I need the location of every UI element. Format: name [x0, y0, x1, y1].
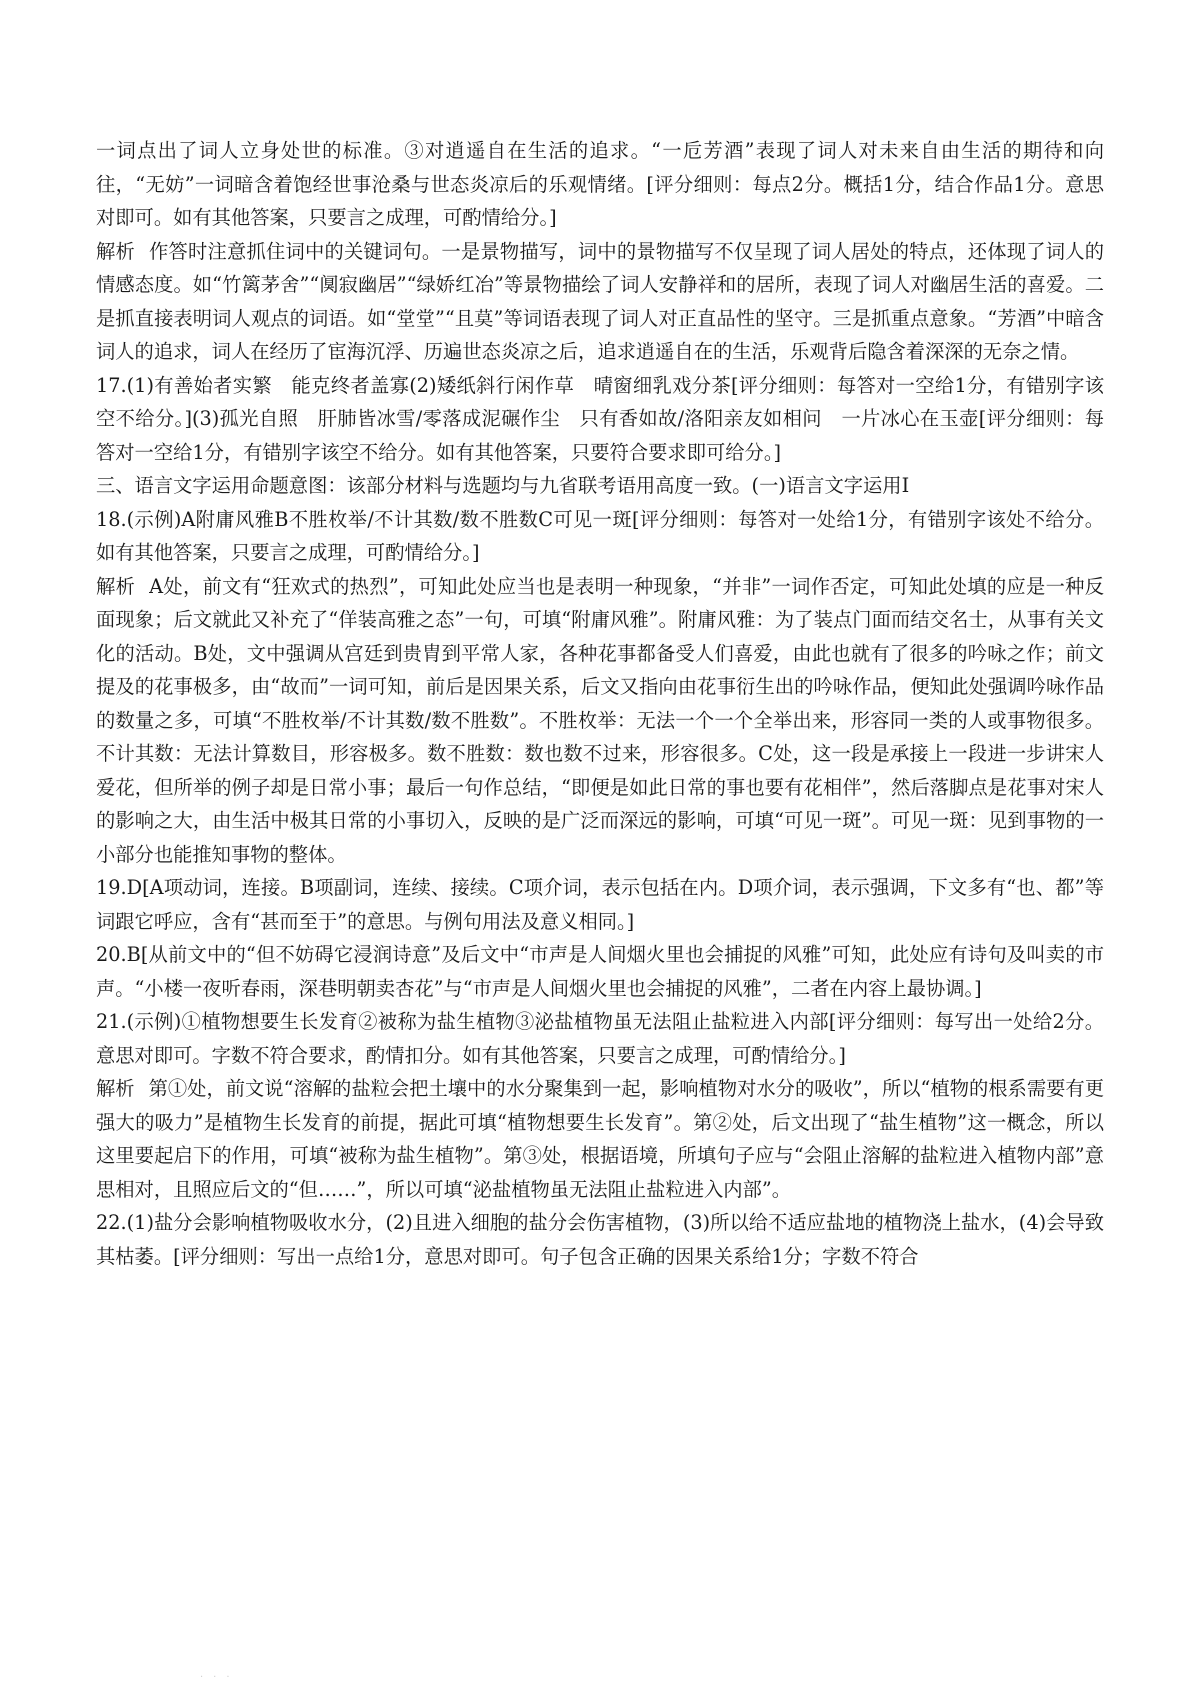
answer-22: 22.(1)盐分会影响植物吸收水分，(2)且进入细胞的盐分会伤害植物，(3)所以给不适应盐地的植物浇上盐水，(4)会导致其枯萎。[评分细则：写出一点给1分，意思对即可。句子包含正确的因果关系给1分；字数不符合 — [96, 1211, 1104, 1268]
answer-21: 21.(示例)①植物想要生长发育②被称为盐生植物③泌盐植物虽无法阻止盐粒进入内部[评分细则：每写出一处给2分。意思对即可。字数不符合要求，酌情扣分。如有其他答案，只要言之成理，可酌情给分。] — [96, 1010, 1104, 1067]
page-footer-marks: · · · — [200, 1672, 230, 1683]
answer-19: 19.D[A项动词，连接。B项副词，连续、接续。C项介词，表示包括在内。D项介词，表示强调，下文多有“也、都”等词跟它呼应，含有“甚而至于”的意思。与例句用法及意义相同。] — [96, 876, 1104, 933]
paragraph-1: 一词点出了词人立身处世的标准。③对逍遥自在生活的追求。“一卮芳酒”表现了词人对未来自由生活的期待和向往，“无妨”一词暗含着饱经世事沧桑与世态炎凉后的乐观情绪。[评分细则：每点2分。概括1分，结合作品1分。意思对即可。如有其他答案，只要言之成理，可酌情给分。] — [96, 139, 1104, 229]
analysis-label: 解析 — [96, 1077, 135, 1100]
document-body — [96, 134, 1104, 1273]
analysis-18: 解析 A处，前文有“狂欢式的热烈”，可知此处应当也是表明一种现象，“并非”一词作否定，可知此处填的应是一种反面现象；后文就此又补充了“佯装高雅之态”一句，可填“附庸风雅”。附庸风雅：为了装点门面而结交名士，从事有关文化的活动。B处，文中强调从宫廷到贵胄到平常人家，各种花事都备受人们喜爱，由此也就有了很多的吟咏之作；前文提及的花事极多，由“故而”一词可知，前后是因果关系，后文又指向由花事衍生出的吟咏作品，便知此处强调吟咏作品的数量之多，可填“不胜枚举/不计其数/数不胜数”。不胜枚举：无法一个一个全举出来，形容同一类的人或事物很多。不计其数：无法计算数目，形容极多。数不胜数：数也数不过来，形容很多。C处，这一段是承接上一段进一步讲宋人爱花，但所举的例子却是日常小事；最后一句作总结，“即便是如此日常的事也要有花相伴”，然后落脚点是花事对宋人的影响之大，由生活中极其日常的小事切入，反映的是广泛而深远的影响，可填“可见一斑”。可见一斑：见到事物的一小部分也能推知事物的整体。 — [96, 574, 1105, 866]
answer-17: 17.(1)有善始者实繁 能克终者盖寡(2)矮纸斜行闲作草 晴窗细乳戏分茶[评分细则：每答对一空给1分，有错别字该空不给分。](3)孤光自照 肝肺皆冰雪/零落成泥碾作尘 只有香如故/洛阳亲友如相问 一片冰心在玉壶[评分细则：每答对一空给1分，有错别字该空不给分。如有其他答案，只要符合要求即可给分。] — [96, 373, 1104, 464]
analysis-label: 解析 — [96, 574, 136, 598]
answer-20: 20.B[从前文中的“但不妨碍它浸润诗意”及后文中“市声是人间烟火里也会捕捉的风雅”可知，此处应有诗句及叫卖的市声。“小楼一夜听春雨，深巷明朝卖杏花”与“市声是人间烟火里也会捕捉的风雅”，二者在内容上最协调。] — [96, 943, 1104, 1000]
analysis-label: 解析 — [96, 239, 135, 263]
answer-18: 18.(示例)A附庸风雅B不胜枚举/不计其数/数不胜数C可见一斑[评分细则：每答对一处给1分，有错别字该处不给分。如有其他答案，只要言之成理，可酌情给分。] — [96, 507, 1104, 564]
analysis-21: 解析 第①处，前文说“溶解的盐粒会把土壤中的水分聚集到一起，影响植物对水分的吸收”，所以“植物的根系需要有更强大的吸力”是植物生长发育的前提，据此可填“植物想要生长发育”。第②处，后文出现了“盐生植物”这一概念，所以这里要起启下的作用，可填“被称为盐生植物”。第③处，根据语境，所填句子应与“会阻止溶解的盐粒进入植物内部”意思相对，且照应后文的“但……”，所以可填“泌盐植物虽无法阻止盐粒进入内部”。 — [96, 1077, 1104, 1201]
section-heading-3: 三、语言文字运用命题意图：该部分材料与选题均与九省联考语用高度一致。(一)语言文字运用Ⅰ — [96, 474, 910, 497]
paragraph-2-analysis: 解析 作答时注意抓住词中的关键词句。一是景物描写，词中的景物描写不仅呈现了词人居处的特点，还体现了词人的情感态度。如“竹篱茅舍”“阒寂幽居”“绿娇红冶”等景物描绘了词人安静祥和的居所，表现了词人对幽居生活的喜爱。二是抓直接表明词人观点的词语。如“堂堂”“且莫”等词语表现了词人对正直品性的坚守。三是抓重点意象。“芳酒”中暗含词人的追求，词人在经历了宦海沉浮、历遍世态炎凉之后，追求逍遥自在的生活，乐观背后隐含着深深的无奈之情。 — [96, 239, 1105, 363]
